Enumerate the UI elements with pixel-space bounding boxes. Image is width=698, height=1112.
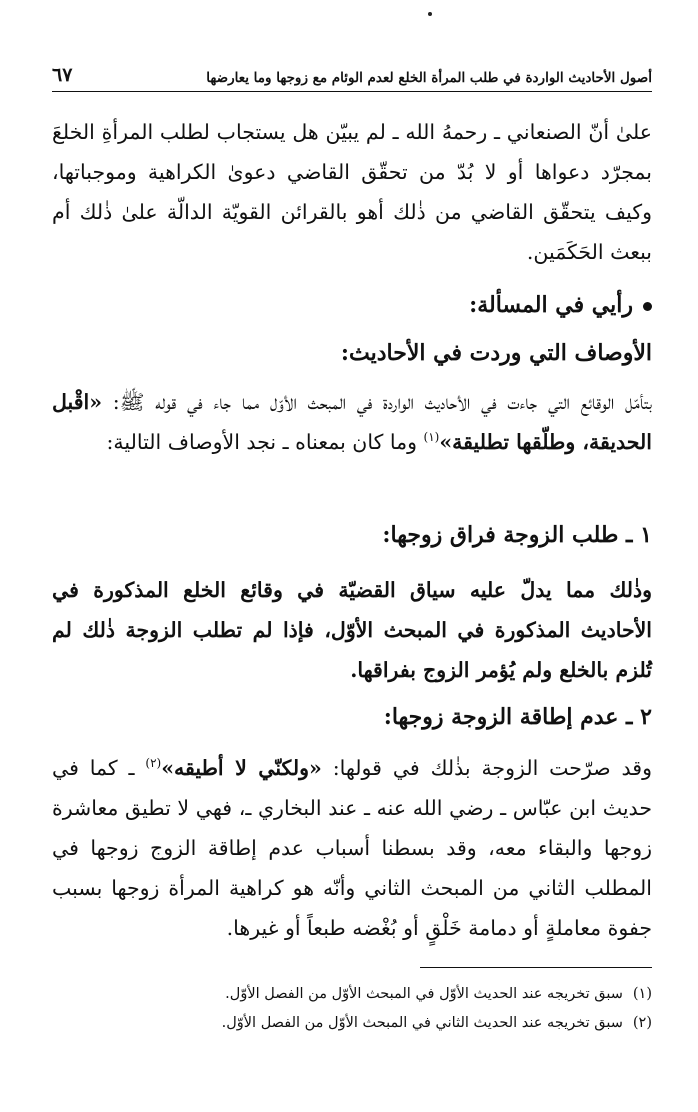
section2-paragraph (52, 748, 652, 948)
section2-heading: ٢ ـ عدم إطاقة الزوجة زوجها: (383, 704, 652, 730)
footnote-ref-1: (١) (423, 430, 440, 445)
intro-paragraph: علىٰ أنّ الصنعاني ـ رحمهُ الله ـ لم يبيّن هل يستجاب لطلب المرأةِ الخلعَ بمجرّد دعواها أو لا بُدّ من تحقّق القاضي دعوىٰ الكراهية وموجباتها، وكيف يتحقّق القاضي من ذٰلك أهو بالقرائن القويّة الدالّة علىٰ ذٰلك أم ببعث الحَكَمَين. (52, 120, 652, 264)
section2-text-before: وقد صرّحت الزوجة بذٰلك في قولها: (321, 756, 652, 780)
footnote-mark: (٢) (632, 1015, 652, 1031)
running-header-title: أصول الأحاديث الواردة في طلب المرأة الخلع لعدم الوئام مع زوجها وما يعارضها (206, 70, 652, 86)
section2-text-after: ـ كما في حديث ابن عبّاس ـ رضي الله عنه ـ عند البخاري ـ، فهي لا تطيق معاشرة زوجها والبقاء معه، وقد بسطنا أسباب عدم إطاقة الزوج زوجها في المطلب الثاني من المبحث الثاني وأنّه هو كراهية المرأة زوجها بسبب جفوة معاملةٍ أو دمامة خَلْقٍ أو بُغْضه طبعاً أو غيرها. (52, 756, 652, 940)
header-rule (52, 91, 652, 92)
section1-heading: ١ ـ طلب الزوجة فراق زوجها: (382, 522, 652, 548)
descriptions-text-before: بتأمّل الوقائع التي جاءت في الأحاديث الواردة في المبحث الأوّل مما جاء في قوله ﷺ: (102, 390, 652, 414)
footnote-item (52, 980, 652, 1009)
footnotes (52, 980, 652, 1038)
running-header (52, 58, 652, 86)
hadith-quote: «اقْبل الحديقة، وطلّقها تطليقة» (52, 390, 652, 454)
page-number: ٦٧ (52, 64, 73, 86)
descriptions-heading: الأوصاف التي وردت في الأحاديث: (340, 340, 652, 366)
footnote-ref-2: (٢) (145, 756, 162, 771)
descriptions-text-after: وما كان بمعناه ـ نجد الأوصاف التالية: (106, 430, 424, 454)
opinion-heading (52, 292, 652, 318)
section1-paragraph: وذٰلك مما يدلّ عليه سياق القضيّة في وقائع الخلع المذكورة في الأحاديث المذكورة في المبحث الأوّل، فإذا لم تطلب الزوجة ذٰلك لم تُلزم بالخلع ولم يُؤمر الزوج بفراقها. (52, 578, 652, 682)
footnote-text: سبق تخريجه عند الحديث الأوّل في المبحث الأوّل من الفصل الأوّل. (225, 986, 623, 1002)
footnote-text: سبق تخريجه عند الحديث الثاني في المبحث الأوّل من الفصل الأوّل. (221, 1015, 623, 1031)
wife-quote: «ولكنّي لا أطيقه» (161, 756, 322, 780)
descriptions-paragraph (52, 382, 652, 462)
opinion-heading-text: رأيي في المسألة: (469, 292, 633, 318)
footnote-rule (420, 967, 652, 968)
footnote-item (52, 1009, 652, 1038)
footnote-mark: (١) (632, 986, 652, 1002)
bullet-icon (643, 302, 652, 311)
top-dot-mark (428, 12, 432, 16)
